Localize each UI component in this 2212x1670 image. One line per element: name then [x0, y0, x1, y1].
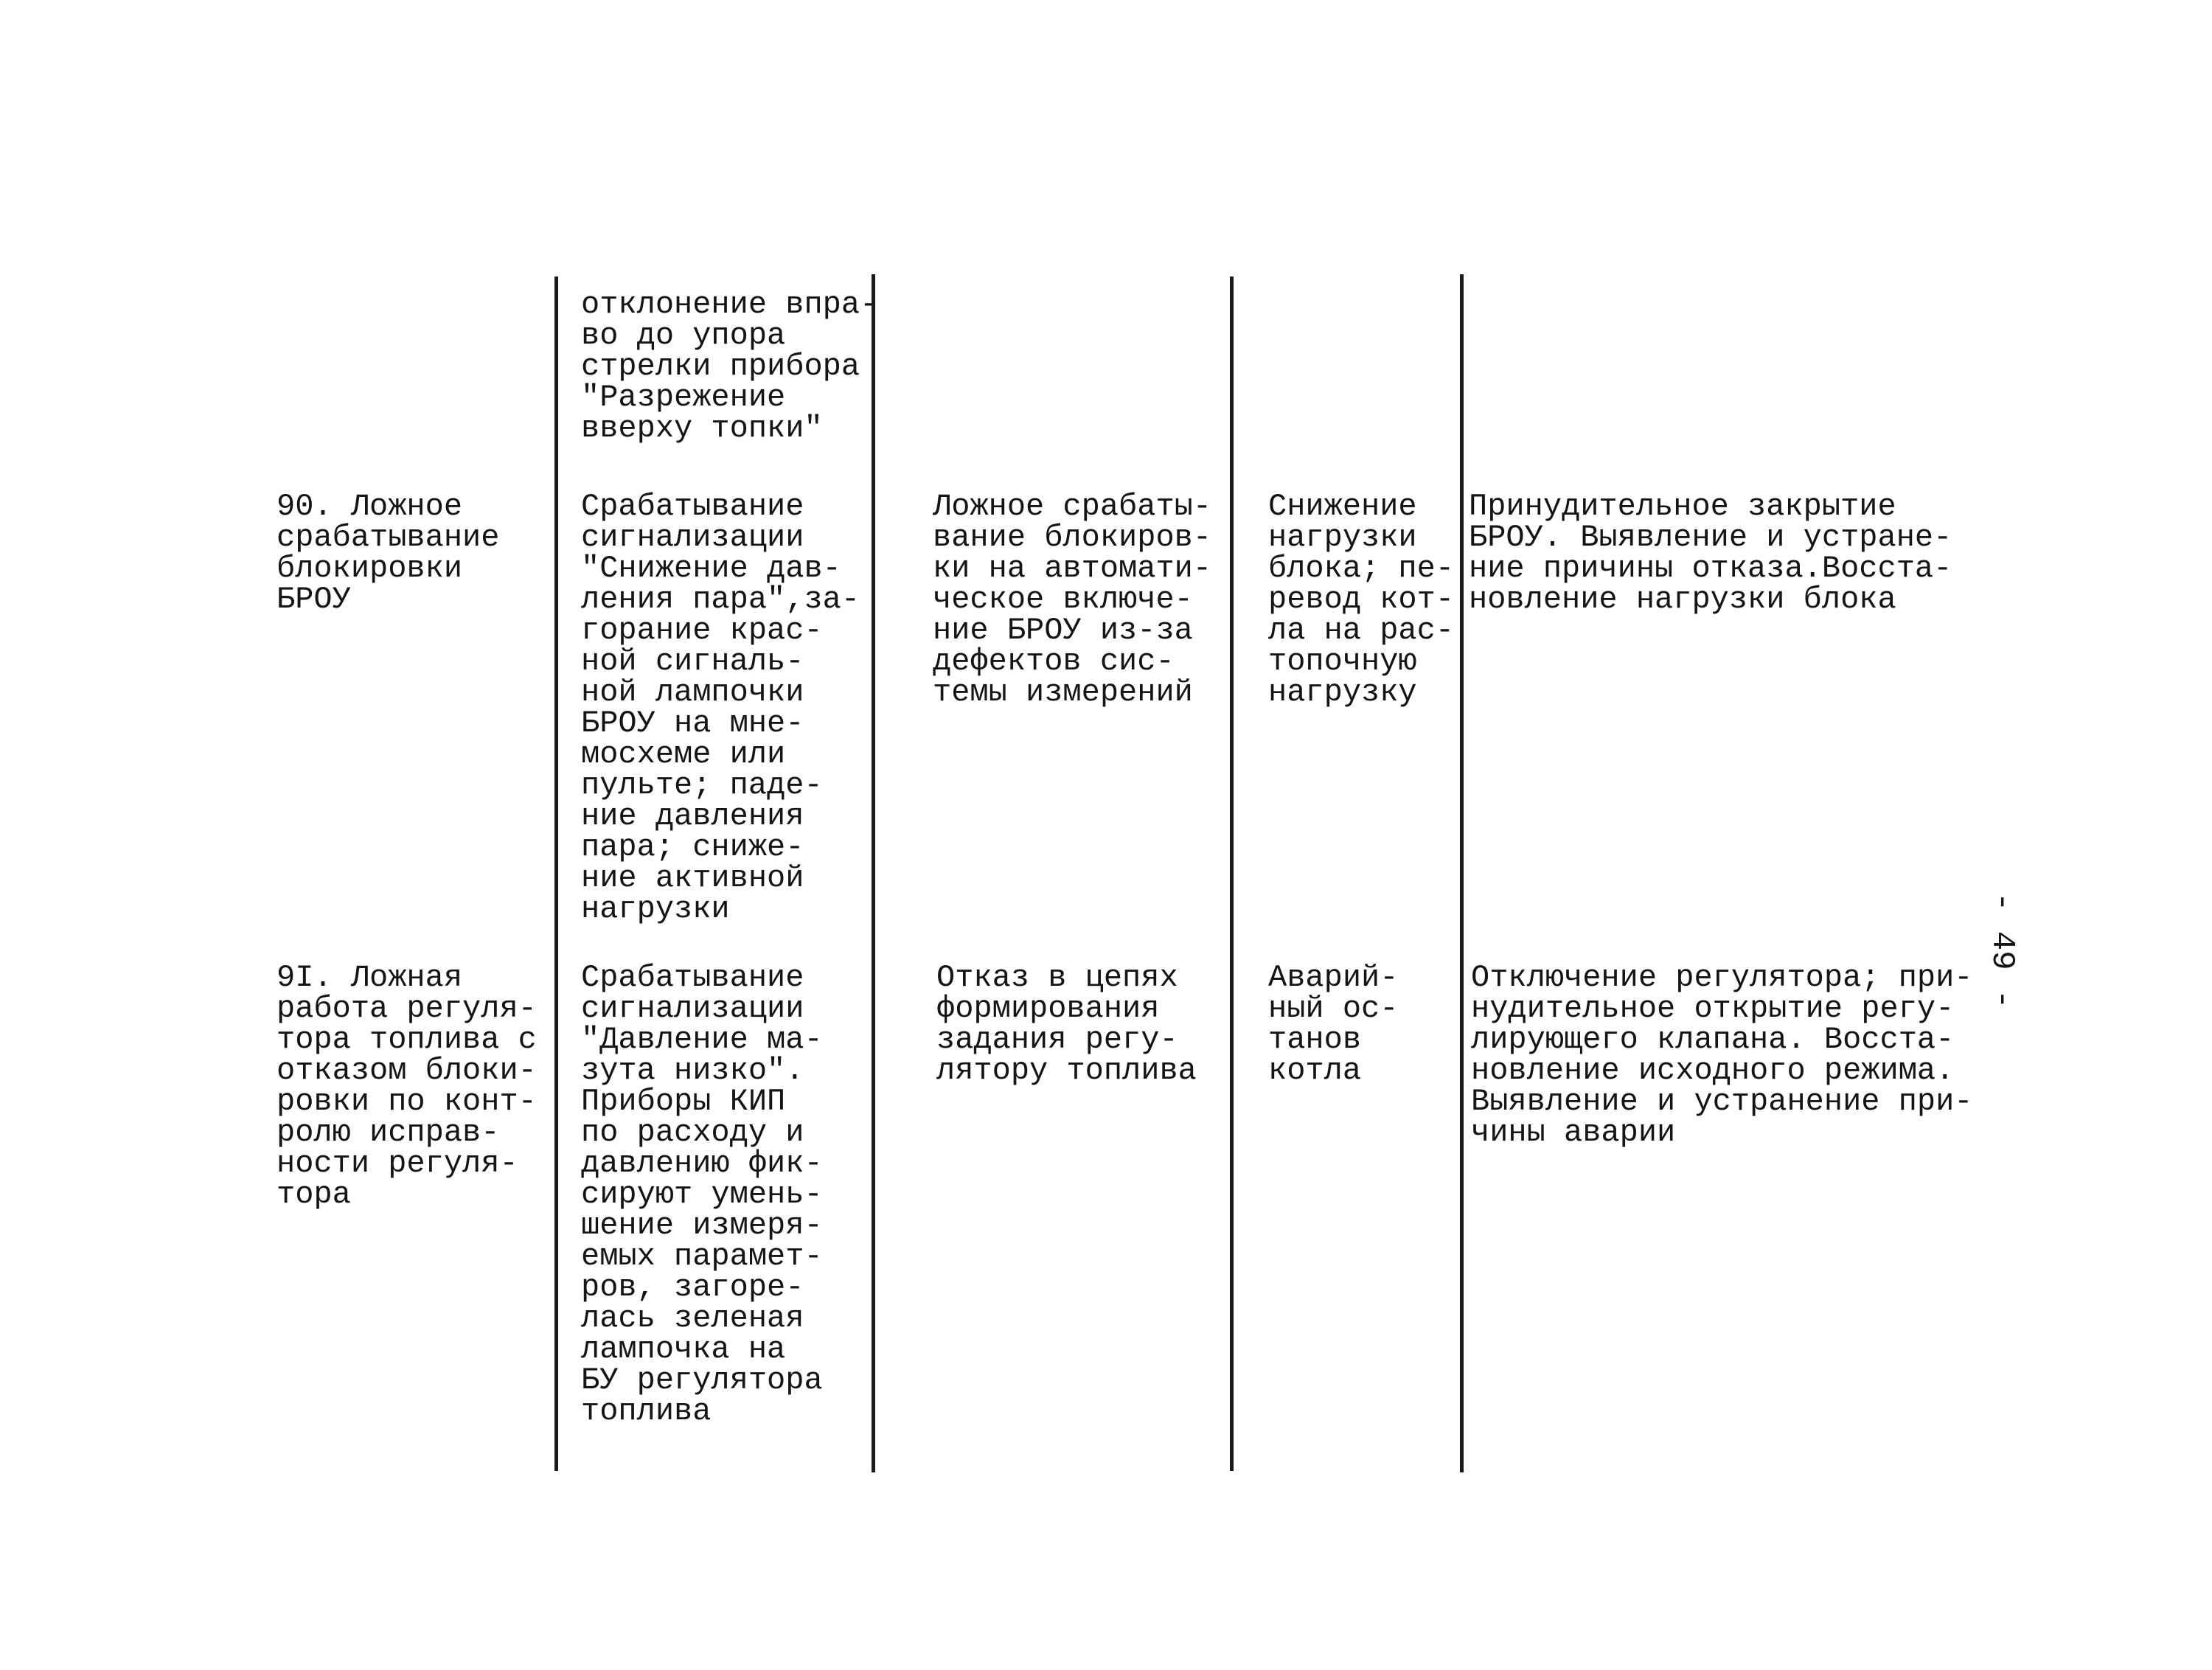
row-90-fault-cell: 90. Ложное срабатывание блокировки БРОУ — [276, 489, 500, 617]
row-90-action-cell: Принудительное закрытие БРОУ. Выявление и устране- ние причины отказа.Восста- новление нагрузки блока — [1469, 489, 1952, 617]
row-90-consequence-cell: Снижение нагрузки блока; пе- ревод кот- ла на рас- топочную нагрузку — [1268, 489, 1455, 710]
row-91-cause-cell: Отказ в цепях формирования задания регу- лятору топлива — [936, 960, 1197, 1088]
column-divider-2 — [872, 274, 875, 1472]
row-91-fault-cell: 9I. Ложная работа регуля- тора топлива с отказом блоки- ровки по конт- ролю исправ- ности регуля- тора — [276, 960, 537, 1212]
column-divider-1 — [554, 276, 558, 1471]
row-90-symptom-cell: Срабатывание сигнализации "Снижение дав- ления пара",за- горание крас- ной сигналь- ной лампочки БРОУ на мне- мосхеме или пульте; паде- ние давления пара; сниже- ние активной нагрузки — [581, 489, 860, 927]
column-divider-3 — [1230, 276, 1234, 1471]
row-90-cause-cell: Ложное срабаты- вание блокиров- ки на автомати- ческое включе- ние БРОУ из-за дефектов сис- темы измерений — [933, 489, 1212, 710]
continued-symptom-cell: отклонение впра- во до упора стрелки прибора "Разрежение вверху топки" — [581, 287, 879, 446]
page-number: - 49 - — [1983, 892, 2020, 1009]
row-91-action-cell: Отключение регулятора; при- нудительное открытие регу- лирующего клапана. Восста- новление исходного режима. Выявление и устранение при- чины аварии — [1471, 960, 1973, 1150]
row-91-symptom-cell: Срабатывание сигнализации "Давление ма- зута низко". Приборы КИП по расходу и давлению фик- сируют умень- шение измеря- емых парамет- ров, загоре- лась зеленая лампочка на БУ регулятора топлива — [581, 960, 823, 1429]
row-91-consequence-cell: Аварий- ный ос- танов котла — [1268, 960, 1399, 1088]
column-divider-4 — [1460, 274, 1464, 1472]
